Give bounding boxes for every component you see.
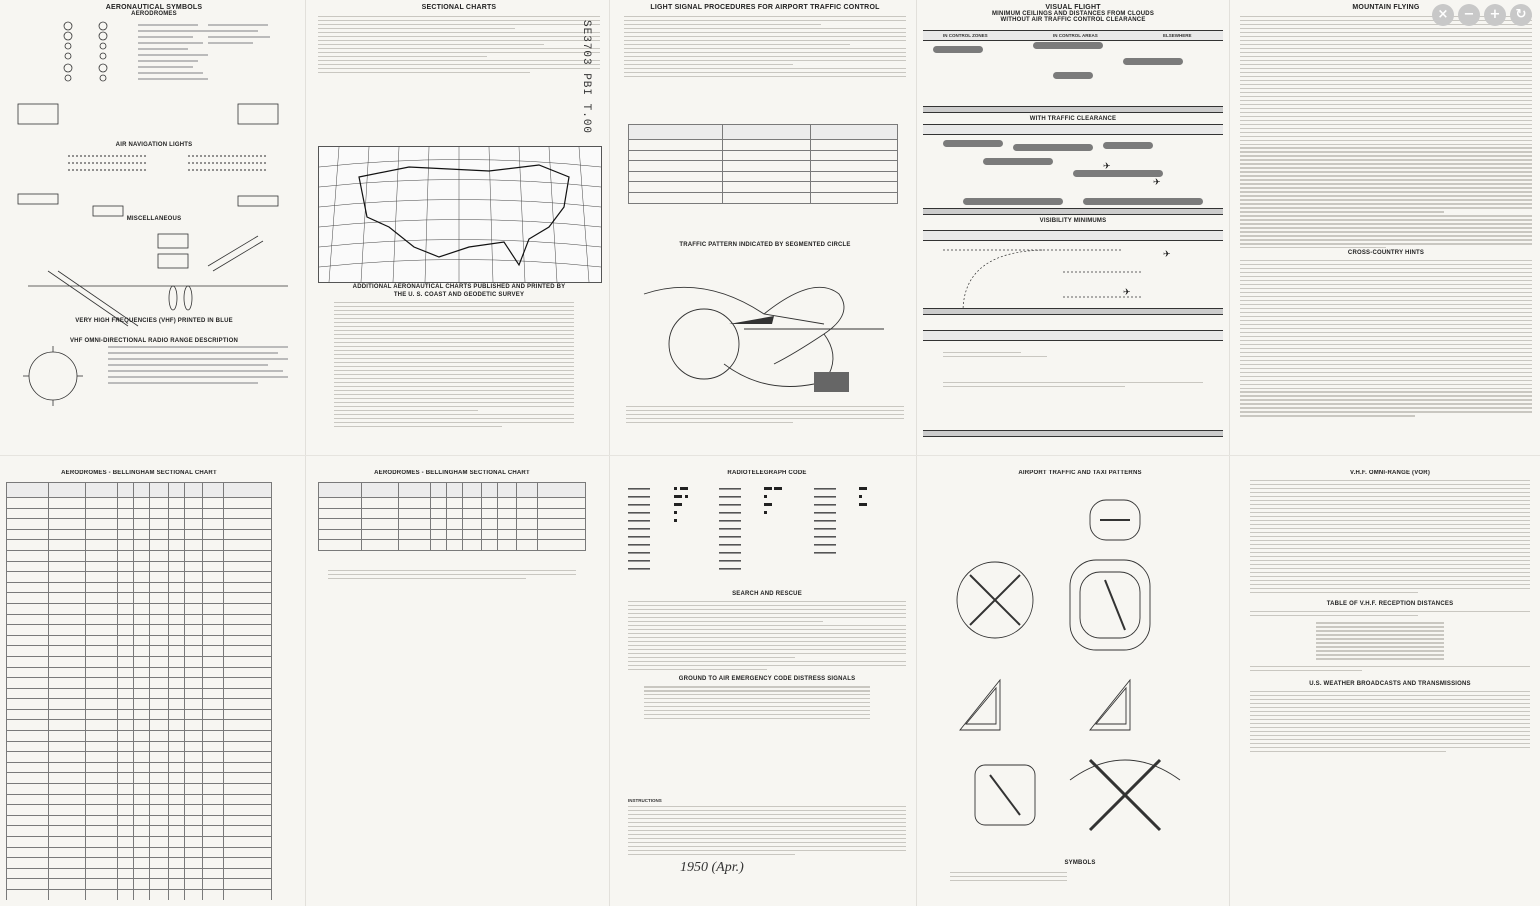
cross-country-heading: CROSS-COUNTRY HINTS	[1347, 250, 1425, 256]
traffic-pattern-diagram	[624, 254, 906, 404]
chart-list	[334, 302, 574, 430]
panel-title: MOUNTAIN FLYING	[1352, 4, 1420, 11]
cloud	[963, 198, 1063, 205]
traffic-patterns-diagram	[940, 480, 1220, 840]
column-band	[923, 230, 1223, 241]
reception-distance-list	[1316, 622, 1444, 659]
aerodromes-table	[6, 482, 272, 900]
cloud	[1073, 170, 1163, 177]
column-band	[923, 330, 1223, 341]
archive-stamp: SE3703 PBI T.00	[580, 20, 592, 135]
aeronautical-symbols-panel	[8, 2, 300, 450]
text-block	[1240, 16, 1532, 251]
text-block	[328, 570, 576, 582]
fold-line	[609, 0, 610, 906]
text-block	[1250, 691, 1530, 752]
cloud	[933, 46, 983, 53]
text-block	[318, 16, 600, 76]
text-block	[1240, 260, 1532, 419]
airplane-icon: ✈	[1163, 250, 1171, 260]
weather-heading: U.S. WEATHER BROADCASTS AND TRANSMISSIONS	[1309, 680, 1471, 687]
panel-title: V.H.F. OMNI-RANGE (VOR)	[1349, 470, 1431, 476]
col-control-areas: IN CONTROL AREAS	[1053, 33, 1098, 38]
aerodromes-table-panel	[6, 470, 272, 900]
airplane-icon: ✈	[1103, 162, 1111, 172]
col-elsewhere: ELSEWHERE	[1163, 33, 1192, 38]
column-band	[923, 124, 1223, 135]
ground-band	[923, 308, 1223, 315]
reset-button[interactable]: ↻	[1510, 4, 1532, 26]
panel-title: VISUAL FLIGHT	[1045, 4, 1101, 11]
column-band	[923, 30, 1223, 41]
us-sectional-map	[318, 146, 602, 283]
nav-lights-heading: AIR NAVIGATION LIGHTS	[115, 142, 193, 148]
light-signal-panel	[620, 2, 910, 450]
fold-line	[0, 455, 1540, 456]
symbols-illustration	[8, 16, 300, 450]
clearance-heading: WITH TRAFFIC CLEARANCE	[1029, 116, 1117, 122]
misc-heading: MISCELLANEOUS	[126, 216, 182, 222]
airplane-icon: ✈	[1153, 178, 1161, 188]
panel-title: SECTIONAL CHARTS	[421, 4, 497, 11]
panel-subtitle: MINIMUM CEILINGS AND DISTANCES FROM CLOUDS	[991, 11, 1155, 17]
zoom-in-button[interactable]: +	[1484, 4, 1506, 26]
reception-table-heading: TABLE OF V.H.F. RECEPTION DISTANCES	[1326, 600, 1454, 607]
visibility-heading: VISIBILITY MINIMUMS	[1039, 218, 1107, 224]
text-block	[1250, 480, 1530, 593]
distress-signals-list	[644, 686, 870, 719]
ground-to-air-heading: GROUND TO AIR EMERGENCY CODE DISTRESS SIGNALS	[678, 676, 856, 683]
aerodromes-table-2	[318, 482, 586, 551]
col-control-zones: IN CONTROL ZONES	[943, 33, 988, 38]
cloud	[1033, 42, 1103, 49]
ground-band	[923, 430, 1223, 437]
ground-band	[923, 208, 1223, 215]
text-block	[1250, 666, 1530, 671]
mountain-flying-panel	[1236, 2, 1536, 450]
panel-title: AERODROMES - BELLINGHAM SECTIONAL CHART	[374, 470, 530, 476]
search-rescue-heading: SEARCH AND RESCUE	[732, 591, 802, 597]
cloud	[1053, 72, 1093, 79]
fold-line	[1229, 0, 1230, 906]
text-block	[943, 382, 1203, 390]
handwritten-signature: 1950 (Apr.)	[680, 860, 744, 875]
ground-band	[923, 106, 1223, 113]
fold-line	[305, 0, 306, 906]
panel-title: LIGHT SIGNAL PROCEDURES FOR AIRPORT TRAFFIC CONTROL	[650, 4, 880, 11]
text-block	[626, 406, 904, 426]
vor-panel	[1246, 470, 1534, 900]
visual-flight-panel	[923, 2, 1223, 450]
radiotelegraph-panel	[624, 470, 910, 900]
additional-charts-heading: ADDITIONAL AERONAUTICAL CHARTS PUBLISHED AND PRINTED BY	[352, 284, 566, 290]
cloud	[1103, 142, 1153, 149]
text-block	[624, 16, 906, 80]
text-block	[628, 806, 906, 858]
close-button[interactable]: ×	[1432, 4, 1454, 26]
panel-title: RADIOTELEGRAPH CODE	[727, 470, 807, 476]
cloud	[943, 140, 1003, 147]
airplane-icon: ✈	[1123, 288, 1131, 298]
symbols-heading: SYMBOLS	[1064, 860, 1096, 866]
fold-line	[916, 0, 917, 906]
cloud	[983, 158, 1053, 165]
panel-title: AERODROMES - BELLINGHAM SECTIONAL CHART	[61, 470, 217, 476]
vor-heading: VHF OMNI-DIRECTIONAL RADIO RANGE DESCRIPTION	[69, 338, 239, 344]
cloud	[1013, 144, 1093, 151]
vhf-heading: VERY HIGH FREQUENCIES (VHF) PRINTED IN BLUE	[75, 318, 233, 324]
aerodromes-table-panel-2	[318, 470, 586, 590]
text-block	[1250, 611, 1530, 616]
panel-subtitle-2: WITHOUT AIR TRAFFIC CONTROL CLEARANCE	[1000, 17, 1146, 23]
cloud	[1123, 58, 1183, 65]
text-block	[950, 872, 1210, 884]
panel-title: AERONAUTICAL SYMBOLS	[105, 4, 203, 11]
cloud	[1083, 198, 1203, 205]
visibility-diagram	[923, 242, 1223, 332]
text-block	[628, 601, 906, 670]
panel-title: AIRPORT TRAFFIC AND TAXI PATTERNS	[1018, 470, 1142, 476]
sectional-charts-panel	[314, 2, 604, 450]
airport-traffic-panel	[940, 470, 1220, 900]
traffic-pattern-heading: TRAFFIC PATTERN INDICATED BY SEGMENTED CIRCLE	[679, 242, 851, 248]
instructions-heading: INSTRUCTIONS	[628, 798, 662, 803]
text-block	[943, 352, 1203, 360]
morse-code-table	[624, 480, 910, 580]
panel-subtitle: AERODROMES	[131, 11, 177, 17]
additional-charts-subheading: THE U. S. COAST AND GEODETIC SURVEY	[393, 292, 525, 298]
zoom-out-button[interactable]: −	[1458, 4, 1480, 26]
light-signal-table	[628, 124, 898, 204]
